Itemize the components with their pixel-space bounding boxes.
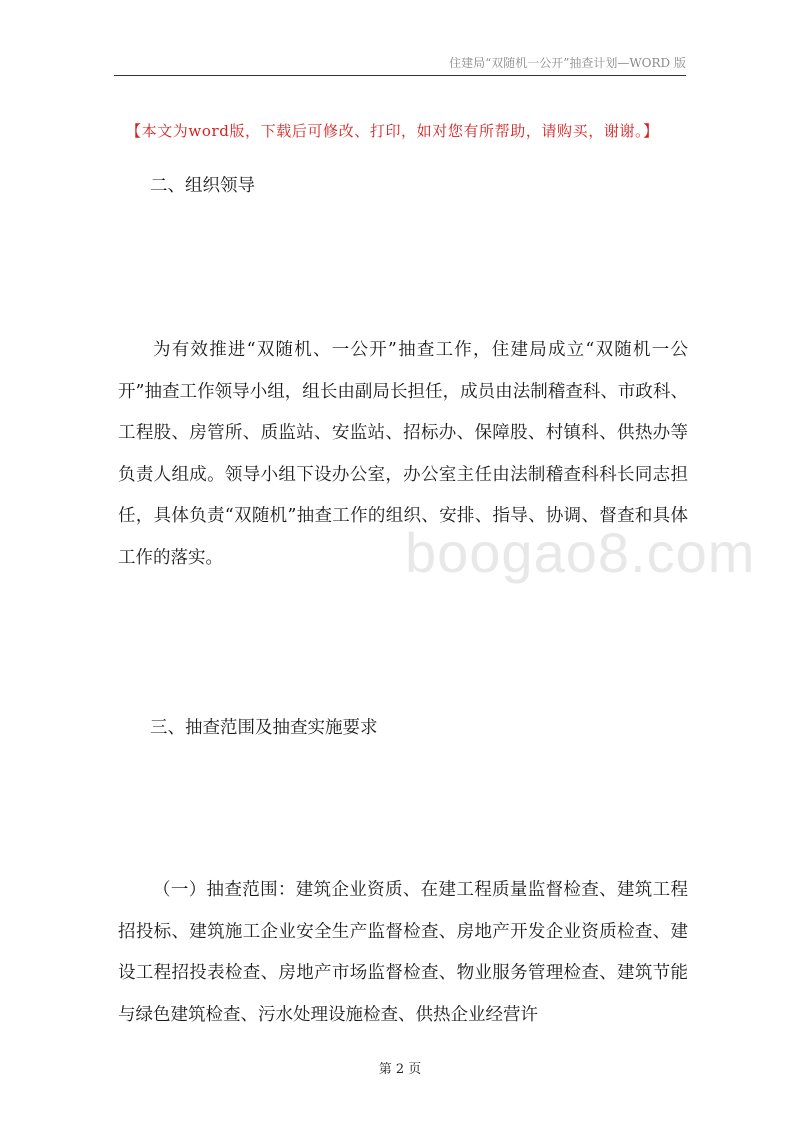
paragraph-scope: （一）抽查范围：建筑企业资质、在建工程质量监督检查、建筑工程招投标、建筑施工企业安全生产监督检查、房地产开发企业资质检查、建设工程招投表检查、房地产市场监督检查、物业服务管理检查、建筑节能与绿色建筑检查、污水处理设施检查、供热企业经营许 xyxy=(118,880,688,1025)
running-header: 住建局“双随机一公开”抽查计划—WORD 版 xyxy=(449,56,686,70)
purchase-notice: 【本文为word版，下载后可修改、打印，如对您有所帮助，请购买，谢谢。】 xyxy=(126,122,659,140)
header-divider xyxy=(114,75,686,76)
section-heading-organization: 二、组织领导 xyxy=(150,176,255,196)
section-heading-scope: 三、抽查范围及抽查实施要求 xyxy=(150,718,378,738)
paragraph-leadership-group: 为有效推进“双随机、一公开”抽查工作，住建局成立“双随机一公开”抽查工作领导小组，组长由副局长担任，成员由法制稽查科、市政科、工程股、房管所、质监站、安监站、招标办、保障股、村镇科、供热办等负责人组成。领导小组下设办公室，办公室主任由法制稽查科科长同志担任，具体负责“双随机”抽查工作的组织、安排、指导、协调、督查和具体工作的落实。 xyxy=(118,340,688,568)
watermark: boogao8.com xyxy=(405,521,756,584)
page-number: 第 2 页 xyxy=(378,1062,422,1077)
